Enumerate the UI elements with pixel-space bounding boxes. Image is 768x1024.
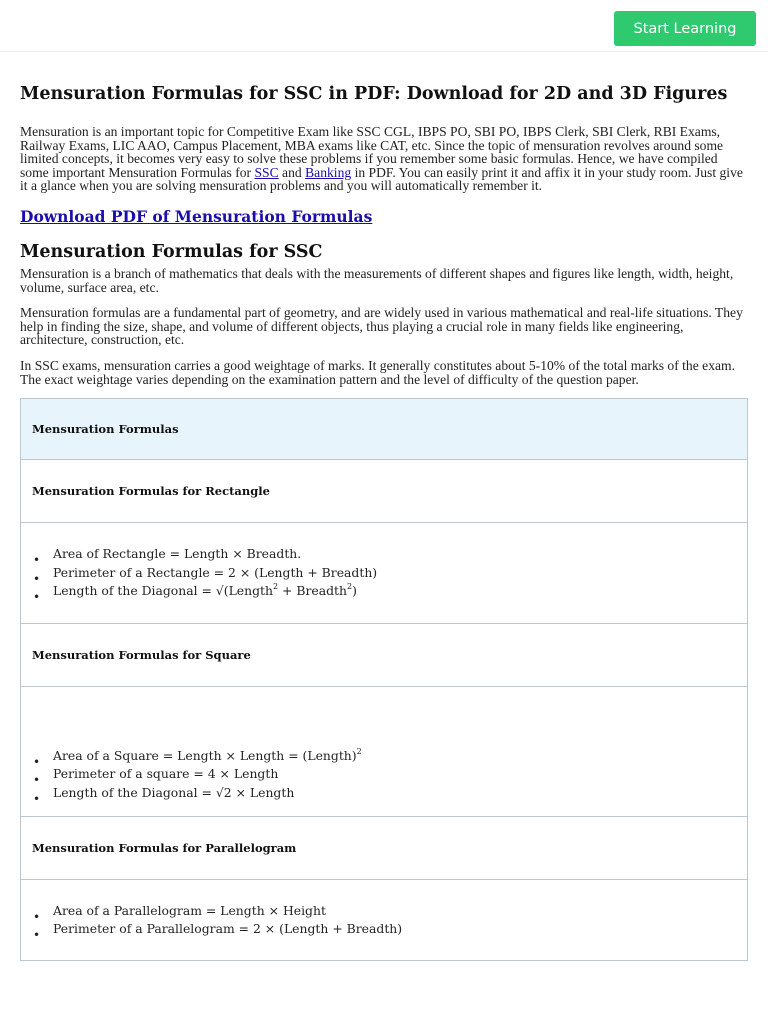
start-learning-button[interactable]: Start Learning <box>614 11 756 46</box>
list-item: • Perimeter of a Parallelogram = 2 × (Length + Breadth) <box>53 920 736 939</box>
section-heading: Mensuration Formulas for SSC <box>20 241 323 262</box>
square-formulas-cell <box>21 687 748 817</box>
intro-text-2: and <box>278 164 306 180</box>
banking-link[interactable]: Banking <box>305 164 352 180</box>
square-heading: Mensuration Formulas for Square <box>21 624 748 687</box>
list-item: • Area of a Parallelogram = Length × Height <box>53 902 736 921</box>
parallelogram-formula-list <box>53 902 736 939</box>
rectangle-formulas-cell <box>21 523 748 624</box>
intro-text-3: in PDF. You can easily print it and affix it in your study room. Just give it a glance when you are solving mensuration problems and you will automatically remember it. <box>20 164 743 194</box>
list-item: • Length of the Diagonal = √(Length$^2$ + Breadth$^2$) <box>53 582 736 601</box>
list-item: • Perimeter of a square = 4 × Length <box>53 765 736 784</box>
table-row <box>21 460 748 523</box>
parallelogram-heading: Mensuration Formulas for Parallelogram <box>21 817 748 880</box>
top-bar <box>0 0 768 52</box>
paragraph: Mensuration formulas are a fundamental part of geometry, and are widely used in various mathematical and real-life situations. They help in finding the size, shape, and volume of different objects, thus playing a crucial role in many fields like engineering, architecture, construction, etc. <box>20 305 743 348</box>
parallelogram-formulas-cell <box>21 880 748 961</box>
list-item: • Area of Rectangle = Length × Breadth. <box>53 545 736 564</box>
list-item: • Area of a Square = Length × Length = (Length)$^2$ <box>53 747 736 766</box>
rectangle-heading: Mensuration Formulas for Rectangle <box>21 460 748 523</box>
rectangle-formula-list <box>53 545 736 601</box>
intro-paragraph <box>20 125 748 193</box>
table-row <box>21 880 748 961</box>
square-formula-list <box>53 747 736 803</box>
download-pdf-link[interactable]: Download PDF of Mensuration Formulas <box>20 206 373 226</box>
paragraph: Mensuration is a branch of mathematics that deals with the measurements of different shapes and figures like length, width, height, volume, surface area, etc. <box>20 265 734 295</box>
table-header-row <box>21 399 748 460</box>
table-header-cell: Mensuration Formulas <box>21 399 748 460</box>
table-row <box>21 523 748 624</box>
table-row <box>21 817 748 880</box>
article-content <box>20 82 748 961</box>
page-title: Mensuration Formulas for SSC in PDF: Download for 2D and 3D Figures <box>20 84 728 104</box>
list-item: • Length of the Diagonal = √2 × Length <box>53 784 736 803</box>
table-row <box>21 687 748 817</box>
table-row <box>21 624 748 687</box>
list-item: • Perimeter of a Rectangle = 2 × (Length + Breadth) <box>53 564 736 583</box>
ssc-link[interactable]: SSC <box>254 164 279 180</box>
paragraph: In SSC exams, mensuration carries a good weightage of marks. It generally constitutes about 5-10% of the total marks of the exam. The exact weightage varies depending on the examination pattern and the level of difficulty of the question paper. <box>20 357 735 387</box>
intro-text-1: Mensuration is an important topic for Competitive Exam like SSC CGL, IBPS PO, SBI PO, IBPS Clerk, SBI Clerk, RBI Exams, Railway Exams, LIC AAO, Campus Placement, MBA exams like CAT, etc. Since the topic of mensuration revolves around some limited concepts, it becomes very easy to solve these problems if you remember some basic formulas. Hence, we have compiled some important Mensuration Formulas for <box>20 124 724 180</box>
formulas-table <box>20 398 748 961</box>
